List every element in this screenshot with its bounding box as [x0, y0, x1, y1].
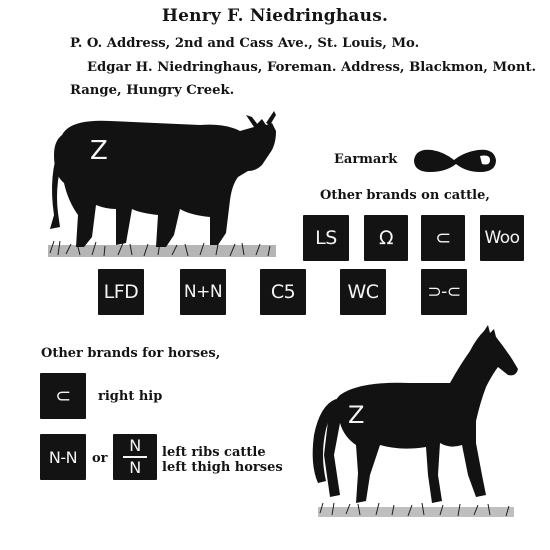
left-thigh-label: left thigh horses — [162, 460, 283, 475]
owner-name: Henry F. Niedringhaus. — [161, 6, 389, 26]
cow-brand-z — [90, 136, 108, 166]
other-cattle-brands-label: Other brands on cattle, — [320, 188, 490, 203]
brand-location-label — [162, 445, 283, 475]
brand-tile-woo: Woo — [480, 215, 524, 261]
brand-tile-wc: WC — [340, 269, 386, 315]
foreman-line: Edgar H. Niedringhaus, Foreman. Address, Blackmon, Mont. — [87, 60, 537, 75]
other-horse-brands-label: Other brands for horses, — [41, 346, 221, 361]
horse-brand-n-n-tile: N-N — [40, 434, 86, 480]
brand-tile-lfd: LFD — [98, 269, 144, 315]
brand-tile-n-plus-n: N+N — [180, 269, 226, 315]
earmark-label: Earmark — [334, 152, 398, 167]
earmark-shape — [410, 146, 500, 176]
svg-text:Z: Z — [348, 401, 365, 429]
cow-illustration — [40, 105, 285, 265]
brand-tile-c5: C5 — [260, 269, 306, 315]
address-line: P. O. Address, 2nd and Cass Ave., St. Louis, Mo. — [70, 36, 420, 51]
horse-illustration — [300, 325, 530, 525]
brand-tile-ls: LS — [303, 215, 349, 261]
or-label: or — [92, 451, 108, 466]
fraction-top: N — [129, 436, 141, 455]
svg-text:Z: Z — [90, 136, 108, 166]
right-hip-label: right hip — [98, 389, 163, 404]
fraction-bottom: N — [129, 458, 141, 477]
brand-tile-half-circle: ⊂ — [421, 215, 465, 261]
horse-brand-fraction-tile — [113, 434, 157, 480]
brand-tile-omega: Ω — [364, 215, 408, 261]
horse-brand-hip-tile: ⊂ — [40, 373, 86, 419]
horse-brand-z — [348, 401, 364, 429]
left-ribs-label: left ribs cattle — [162, 445, 266, 460]
range-line: Range, Hungry Creek. — [70, 83, 235, 98]
brand-tile-bar-c: ⊃-⊂ — [421, 269, 467, 315]
